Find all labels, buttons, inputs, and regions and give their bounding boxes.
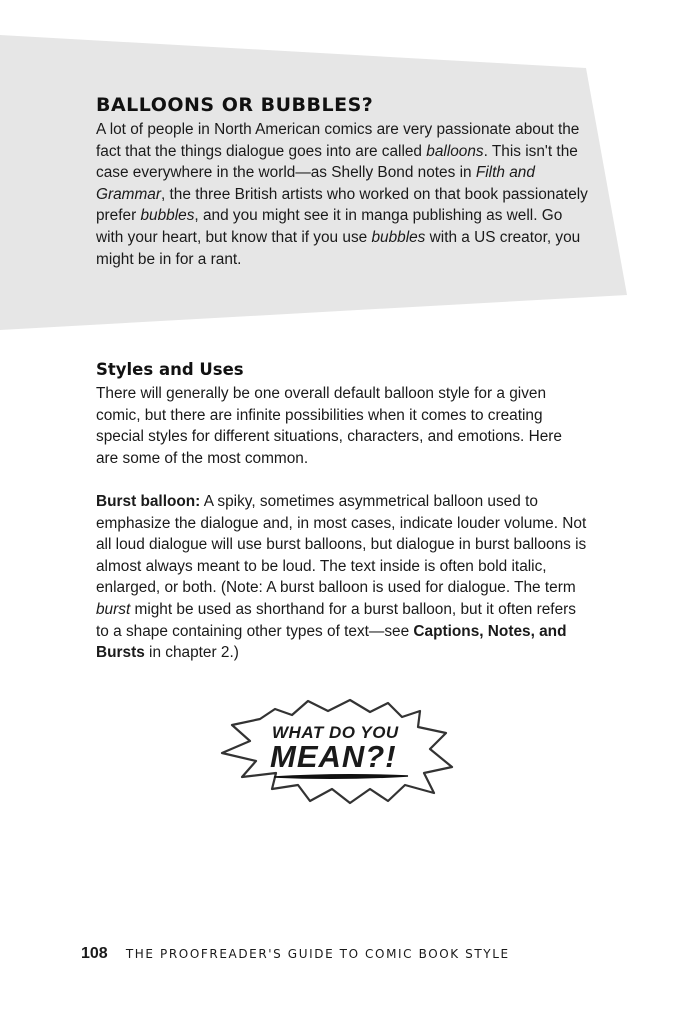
text-segment: , the three British artists who worked on that book passionately prefer: [96, 185, 588, 225]
text-segment: with a US creator, you might be in for a rant.: [96, 228, 581, 268]
text-segment: A spiky, sometimes asymmetrical balloon used to emphasize the dialogue and, in most cases, indicate louder volume. Not all loud dialogue will use burst balloons, but dialogue in burst balloons is almost always meant to be loud. The text inside is often bold italic, enlarged, or both. (Note: A burst balloon is used for dialogue. The term: [96, 493, 587, 597]
text-segment: balloons: [426, 142, 484, 160]
burst-text-line1: WHAT DO YOU: [272, 723, 399, 742]
text-segment: Filth and Grammar: [96, 164, 535, 203]
text-segment: might be used as shorthand for a burst balloon, but it often refers to a shape containing other types of text—see: [96, 600, 576, 640]
page-number: 108: [81, 945, 108, 962]
text-segment: Captions, Notes, and Bursts: [96, 622, 567, 662]
text-segment: bubbles: [371, 228, 426, 246]
sidebar-title: BALLOONS OR BUBBLES?: [96, 94, 374, 116]
text-segment: , and you might see it in manga publishing as well. Go with your heart, but know that if you use: [96, 207, 563, 246]
text-segment: burst: [96, 600, 131, 618]
intro-paragraph: There will generally be one overall default balloon style for a given comic, but there are infinite possibilities when it comes to creating special styles for different situations, characters, and emotions. Here are some of the most common.: [96, 385, 562, 467]
section-heading: Styles and Uses: [96, 360, 244, 379]
running-title: THE PROOFREADER'S GUIDE TO COMIC BOOK STYLE: [125, 947, 510, 961]
text-segment: bubbles: [140, 207, 195, 225]
burst-balloon-paragraph: [96, 491, 588, 664]
text-segment: in chapter 2.): [144, 644, 239, 662]
text-segment: Burst balloon:: [96, 493, 201, 510]
text-segment: . This isn't the case everywhere in the world—as Shelly Bond notes in: [96, 142, 578, 182]
text-segment: A lot of people in North American comics are very passionate about the fact that the things dialogue goes into are called: [96, 121, 580, 160]
burst-text-line2: MEAN?!: [270, 739, 397, 774]
sidebar-paragraph: [96, 119, 588, 270]
page-footer: [81, 945, 510, 963]
